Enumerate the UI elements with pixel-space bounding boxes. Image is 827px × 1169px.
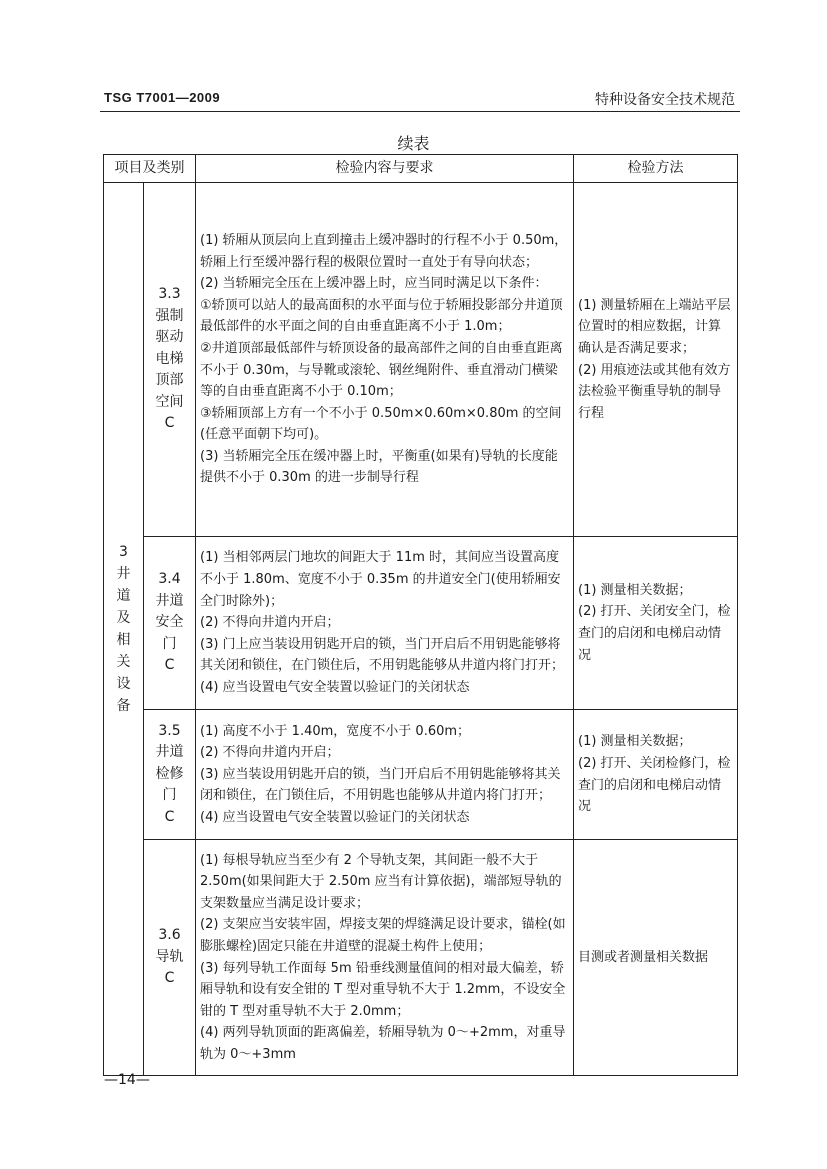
category-label: 3 井 道 及 相 关 设 备 [116,544,131,714]
header-item-category: 项目及类别 [104,155,196,183]
table-row [104,710,738,840]
method-text: (1) 测量相关数据； [578,734,692,750]
method-text: (2) 用痕迹法或其他有效方法检验平衡重导轨的制导行程 [578,362,731,421]
page-number: —14— [104,1072,150,1088]
content-cell [196,537,574,710]
requirement-text: (4) 两列导轨顶面的距离偏差，轿厢导轨为 0～+2mm，对重导轨为 0～+3mm [200,1025,566,1062]
requirement-text: (1) 高度不小于 1.40m，宽度不小于 0.60m； [200,723,471,739]
method-text: (2) 打开、关闭安全门，检查门的启闭和电梯启动情况 [578,604,731,663]
requirement-text: ②井道顶部最低部件与轿顶设备的最高部件之间的自由垂直距离不小于 0.30m，与导靴或滚轮、钢丝绳附件、垂直滑动门横梁等的自由垂直距离不小于 0.10m； [200,340,563,400]
requirement-text: (3) 当轿厢完全压在缓冲器上时，平衡重(如果有)导轨的长度能提供不小于 0.30m 的进一步制导行程 [200,448,558,486]
series-title: 特种设备安全技术规范 [595,92,735,108]
requirement-text: (3) 每列导轨工作面每 5m 铅垂线测量值间的相对最大偏差，轿厢导轨和设有安全钳的 T 型对重导轨不大于 1.2mm，不设安全钳的 T 型对重导轨不大于 2.0mm； [200,960,566,1019]
item-label: 3.3 强制 驱动 电梯 顶部 空间 C [155,285,184,432]
header-rule [100,111,740,112]
item-cell [144,840,196,1076]
requirement-text: (1) 当相邻两层门地坎的间距大于 11m 时，其间应当设置高度不小于 1.80m、宽度不小于 0.35m 的井道安全门(使用轿厢安全门时除外)； [200,550,561,609]
item-label: 3.4 井道 安全 门 C [155,571,184,674]
method-text: 目测或者测量相关数据 [578,949,709,965]
content-cell [196,710,574,840]
table-caption: 续表 [397,134,430,153]
item-cell [144,183,196,537]
requirement-text: ③轿厢顶部上方有一个不小于 0.50m×0.60m×0.80m 的空间(任意平面朝下均可)。 [200,405,562,443]
item-cell [144,710,196,840]
item-label: 3.6 导轨 C [155,927,184,987]
method-text: (2) 打开、关闭检修门，检查门的启闭和电梯启动情况 [578,755,731,815]
method-cell [574,840,738,1076]
requirement-text: ①轿顶可以站人的最高面积的水平面与位于轿厢投影部分井道顶最低部件的水平面之间的自由垂直距离不小于 1.0m； [200,297,563,335]
requirement-text: (2) 不得向井道内开启； [200,745,340,761]
table-row [104,183,738,537]
requirement-text: (3) 门上应当装设用钥匙开启的锁，当门开启后不用钥匙能够将其关闭和锁住，在门锁住后，不用钥匙能够从井道内将门打开； [200,636,565,674]
table-header-row [104,155,738,183]
content-cell [196,840,574,1076]
requirement-text: (1) 每根导轨应当至少有 2 个导轨支架，其间距一般不大于 2.50m(如果间距大于 2.50m 应当有计算依据)，端部短导轨的支架数量应当满足设计要求； [200,852,562,911]
method-cell [574,537,738,710]
method-cell [574,710,738,840]
requirement-text: (2) 当轿厢完全压在上缓冲器上时，应当同时满足以下条件： [200,276,548,292]
requirement-text: (2) 支架应当安装牢固，焊接支架的焊缝满足设计要求，锚栓(如膨胀螺栓)固定只能在井道壁的混凝土构件上使用； [200,917,566,954]
requirement-text: (2) 不得向井道内开启； [200,615,340,631]
item-label: 3.5 井道 检修 门 C [155,722,184,825]
inspection-table [103,154,738,1076]
content-cell [196,183,574,537]
header-method: 检验方法 [574,155,738,183]
category-cell [104,183,144,1076]
table-row [104,840,738,1076]
item-cell [144,537,196,710]
requirement-text: (4) 应当设置电气安全装置以验证门的关闭状态 [200,809,470,825]
method-text: (1) 测量相关数据； [578,582,692,598]
table-row [104,537,738,710]
requirement-text: (3) 应当装设用钥匙开启的锁，当门开启后不用钥匙能够将其关闭和锁住，在门锁住后，不用钥匙也能够从井道内将门打开； [200,766,561,804]
standard-code: TSG T7001—2009 [104,90,221,105]
method-cell [574,183,738,537]
requirement-text: (1) 轿厢从顶层向上直到撞击上缓冲器时的行程不小于 0.50m，轿厢上行至缓冲器行程的极限位置时一直处于有导向状态； [200,232,568,270]
requirement-text: (4) 应当设置电气安全装置以验证门的关闭状态 [200,679,470,695]
method-text: (1) 测量轿厢在上端站平层位置时的相应数据，计算确认是否满足要求； [578,297,731,356]
header-content: 检验内容与要求 [196,155,574,183]
